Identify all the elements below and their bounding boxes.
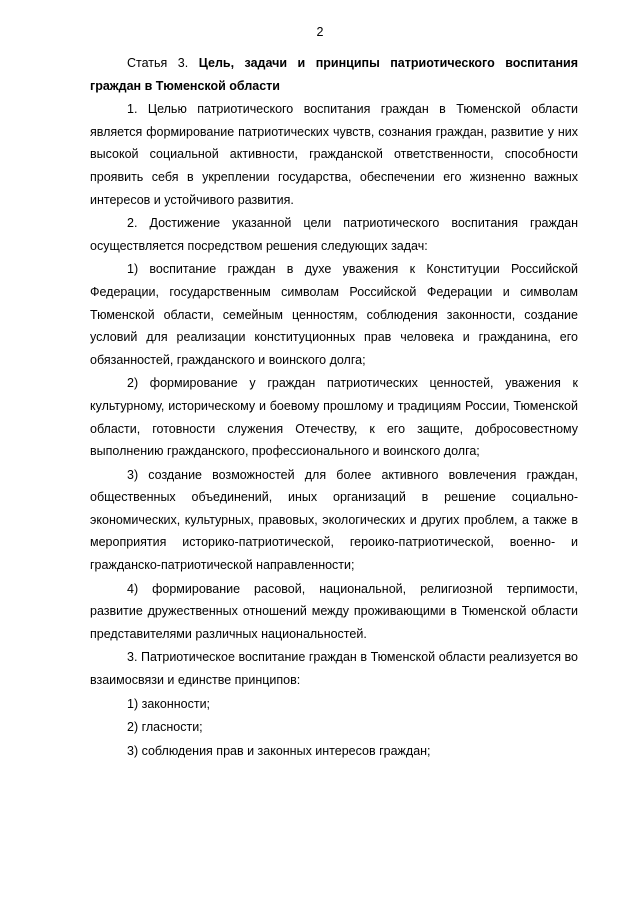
list-item: 1) воспитание граждан в духе уважения к Конституции Российской Федерации, государственным символам Российской Федерации и символам Тюменской области, семейным ценностям, соблюдения законности, создание условий для реализации конституционных прав человека и гражданина, его обязанностей, гражданского и воинского долга; (90, 262, 578, 367)
paragraph: 2. Достижение указанной цели патриотического воспитания граждан осуществляется посредством решения следующих задач: (90, 216, 578, 253)
list-item: 2) гласности; (127, 720, 203, 735)
document-body (90, 52, 578, 763)
paragraph: 1. Целью патриотического воспитания граждан в Тюменской области является формирование патриотических чувств, сознания граждан, развитие у них высокой социальной активности, гражданской ответственности, способности проявить себя в укреплении государства, обеспечении его жизненно важных интересов и устойчивого развития. (90, 102, 578, 207)
list-item: 3) соблюдения прав и законных интересов граждан; (127, 743, 431, 758)
page-number: 2 (316, 25, 324, 39)
paragraph: 3. Патриотическое воспитание граждан в Тюменской области реализуется во взаимосвязи и единстве принципов: (90, 650, 578, 688)
article-title: Цель, задачи и принципы патриотического воспитания граждан в Тюменской области (90, 56, 578, 93)
list-item: 2) формирование у граждан патриотических ценностей, уважения к культурному, историческому и боевому прошлому и традициям России, Тюменской области, готовности служения Отечеству, к его защите, добросовестному выполнению гражданского, профессионального и воинского долга; (90, 376, 578, 459)
list-item: 4) формирование расовой, национальной, религиозной терпимости, развитие дружественных отношений между проживающими в Тюменской области представителями различных национальностей. (90, 581, 578, 641)
article-prefix: Статья 3. (127, 56, 199, 70)
list-item: 3) создание возможностей для более активного вовлечения граждан, общественных объединений, иных организаций в решение социально-экономических, культурных, правовых, экологических и других проблем, а также в мероприятия историко-патриотической, героико-патриотической, военно- и гражданско-патриотической направленности; (90, 467, 578, 573)
article-heading (90, 52, 578, 97)
list-item: 1) законности; (127, 696, 211, 711)
